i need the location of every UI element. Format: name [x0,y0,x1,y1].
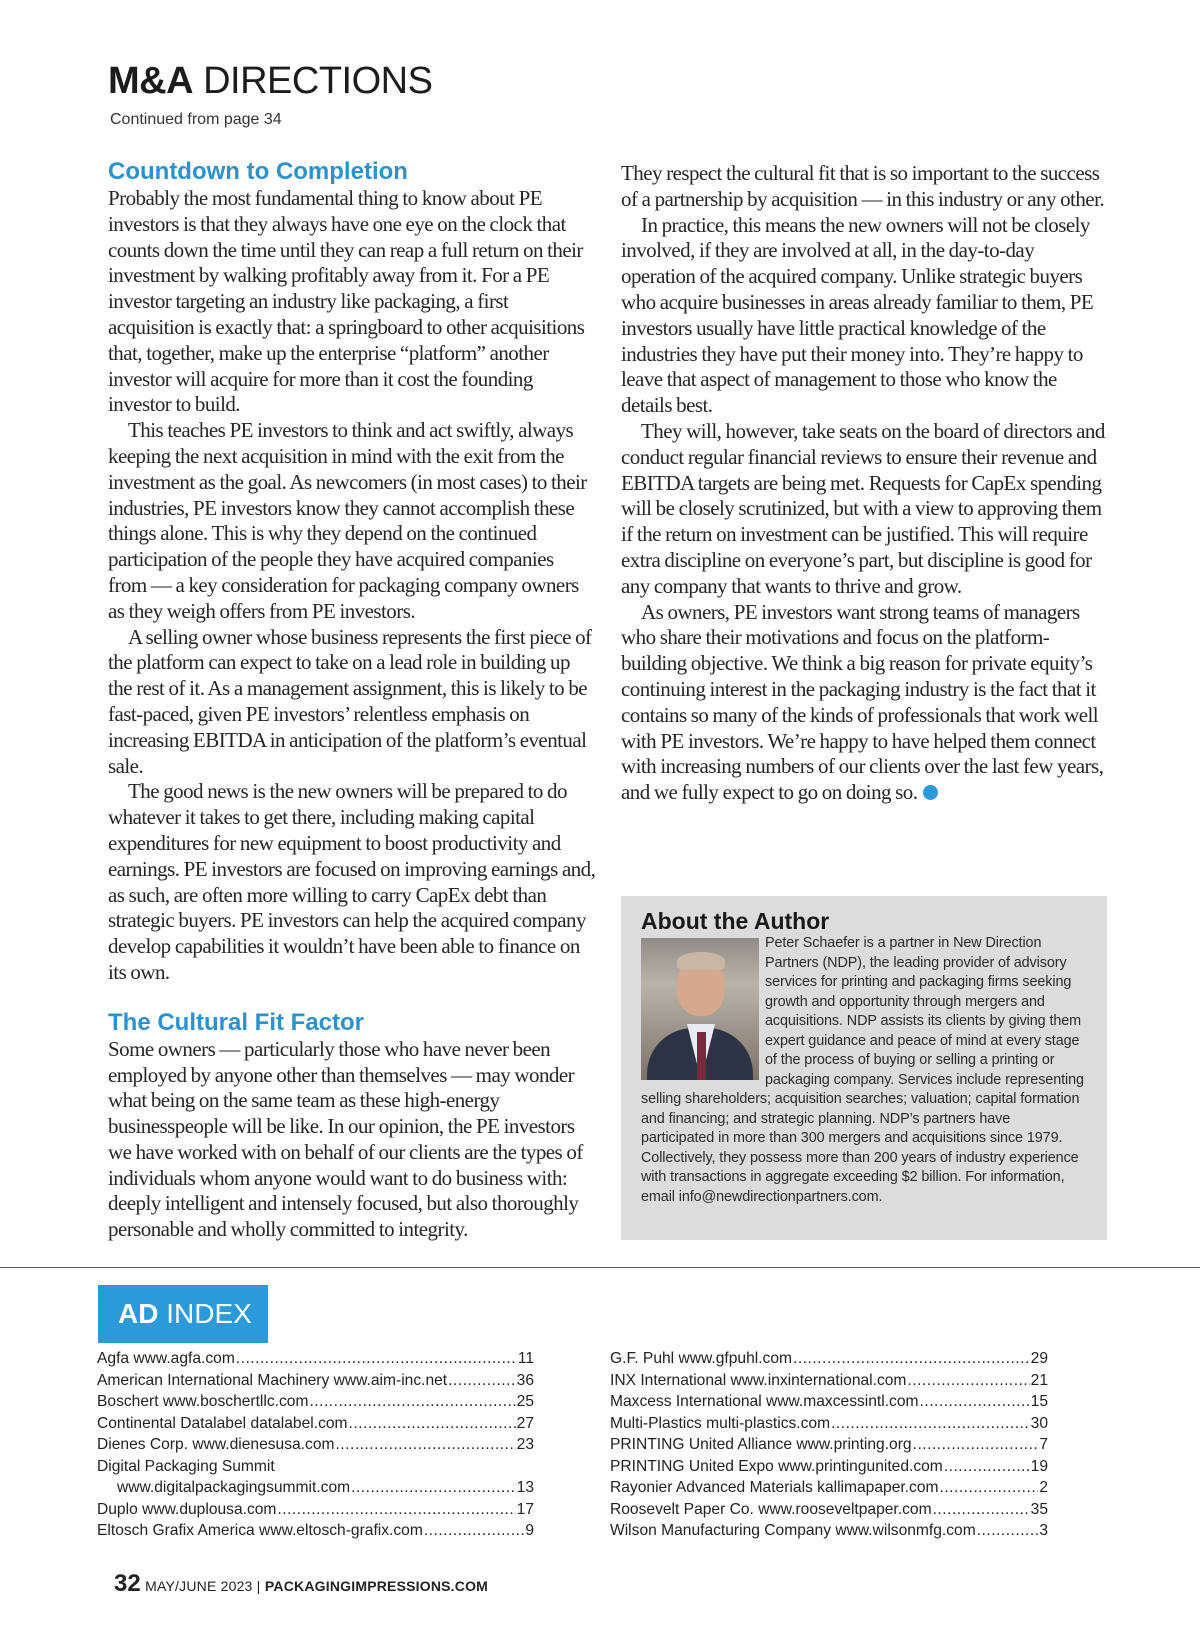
about-author-title: About the Author [641,908,830,934]
end-mark-dot-icon [923,785,938,800]
section-title [108,60,432,103]
paragraph: They will, however, take seats on the board of directors and conduct regular financial reviews to ensure their revenue and EBITDA targets are being met. Requests for CapEx spending will be closely scrutinized, but with a view to approving them if the return on investment can be justified. This will require extra discipline on everyone’s part, but discipline is good for any company that wants to thrive and grow. [621,418,1105,598]
ad-index-entry: Continental Datalabel datalabel.com ..... 27 [97,1413,534,1435]
ad-index-entry: Agfa www.agfa.com ..... 11 [97,1348,534,1370]
article-left-column [108,157,596,1243]
paragraph: A selling owner whose business represents the first piece of the platform can expect to take on a lead role in building up the rest of it. As a management assignment, this is likely to be fast-paced, given PE investors’ relentless emphasis on increasing EBITDA in anticipation of the platform’s eventual sale. [108,624,592,778]
article-right-column [621,161,1109,806]
ad-index-entry: Boschert www.boschertllc.com ..... 25 [97,1391,534,1413]
section-title-bold: M&A [108,60,194,102]
paragraph-text: As owners, PE investors want strong teams of managers who share their motivations and focus on the platform-building objective. We think a big reason for private equity’s continuing interest in the packaging industry is the fact that it contains so many of the kinds of professionals that work well with PE investors. We’re happy to have helped them connect with increasing numbers of our clients over the last few years, and we fully expect to go on doing so. [621,599,1104,805]
ad-index-title [98,1285,268,1343]
issue-date: MAY/JUNE 2023 | [145,1578,261,1594]
ad-index-title-bold: AD [118,1298,159,1329]
ad-index-entry: Roosevelt Paper Co. www.rooseveltpaper.com ..... 35 [610,1499,1048,1521]
page-number: 32 [114,1570,141,1597]
ad-index-title-light: INDEX [166,1298,252,1329]
ad-index-entry: Wilson Manufacturing Company www.wilsonmfg.com ..... 3 [610,1520,1048,1542]
section-divider [0,1267,1200,1268]
author-photo [641,938,759,1080]
website-link: PACKAGINGIMPRESSIONS.COM [264,1578,489,1594]
paragraph: This teaches PE investors to think and act swiftly, always keeping the next acquisition in mind with the exit from the investment as the goal. As newcomers (in most cases) to their industries, PE investors know they cannot accomplish these things alone. This is why they depend on the continued participation of the people they have acquired companies from — a key consideration for packaging company owners as they weigh offers from PE investors. [108,418,587,623]
paragraph: The good news is the new owners will be prepared to do whatever it takes to get there, including making capital expenditures for new equipment to boost productivity and earnings. PE investors are focused on improving earnings and, as such, are often more willing to carry CapEx debt than strategic buyers. PE investors can help the acquired company develop capabilities it wouldn’t have been able to finance on its own. [108,779,596,984]
ad-index-entry: Rayonier Advanced Materials kallimapaper.com ..... 2 [610,1477,1048,1499]
ad-index-right-list [610,1348,1048,1542]
ad-index-entry: Duplo www.duplousa.com ..... 17 [97,1499,534,1521]
ad-index-entry: American International Machinery www.aim-inc.net ..... 36 [97,1370,534,1392]
ad-index-entry: Maxcess International www.maxcessintl.com ..... 15 [610,1391,1048,1413]
section-title-light: DIRECTIONS [203,60,433,102]
page-footer [114,1570,488,1598]
paragraph: Probably the most fundamental thing to know about PE investors is that they always have one eye on the clock that counts down the time until they can reap a full return on their investment by walking profitably away from it. For a PE investor targeting an industry like packaging, a first acquisition is exactly that: a springboard to other acquisitions that, together, make up the enterprise “platform” another investor will acquire for more than it cost the founding investor to build. [108,186,585,417]
paragraph: They respect the cultural fit that is so important to the success of a partnership by acquisition — in this industry or any other. [621,161,1105,211]
author-bio: Peter Schaefer is a partner in New Direction Partners (NDP), the leading provider of advisory services for printing and packaging firms seeking growth and opportunity through mergers and acquisitions. NDP assists its clients by giving them expert guidance and peace of mind at every stage of the process of buying or selling a printing or packaging company. Services include representing selling shareholders; acquisition searches; valuation; capital formation and financing; and strategic planning. NDP’s partners have participated in more than 300 mergers and acquisitions since 1979. Collectively, they possess more than 200 years of industry experience with transactions in aggregate exceeding $2 billion. For information, email info@newdirectionpartners.com. [641,935,1084,1205]
ad-index-entry: Eltosch Grafix America www.eltosch-grafix.com ..... 9 [97,1520,534,1542]
heading-countdown: Countdown to Completion [108,158,408,185]
ad-index-entry: Multi-Plastics multi-plastics.com ..... 30 [610,1413,1048,1435]
ad-index-left-list [97,1348,534,1542]
paragraph: In practice, this means the new owners will not be closely involved, if they are involved at all, in the day-to-day operation of the acquired company. Unlike strategic buyers who acquire businesses in areas already familiar to them, PE investors usually have little practical knowledge of the industries they have put their money into. They’re happy to leave that aspect of management to those who know the details best. [621,212,1094,418]
ad-index-entry: PRINTING United Expo www.printingunited.com ..... 19 [610,1456,1048,1478]
ad-index-entry: INX International www.inxinternational.com ..... 21 [610,1370,1048,1392]
continued-note: Continued from page 34 [110,111,282,128]
ad-index-entry: Digital Packaging Summit [97,1457,275,1475]
ad-index-entry: G.F. Puhl www.gfpuhl.com ..... 29 [610,1348,1048,1370]
ad-index-entry: www.digitalpackagingsummit.com ..... 13 [97,1477,534,1499]
heading-cultural-fit: The Cultural Fit Factor [108,1008,365,1036]
paragraph: Some owners — particularly those who have never been employed by anyone other than themselves — may wonder what being on the same team as these high-energy businesspeople will be like. In our opinion, the PE investors we have worked with on behalf of our clients are the types of individuals whom anyone would want to do business with: deeply intelligent and intensely focused, but also thoroughly personable and wholly committed to integrity. [108,1036,583,1242]
paragraph-last [621,600,1109,806]
ad-index-entry: Dienes Corp. www.dienesusa.com ..... 23 [97,1434,534,1456]
ad-index-entry: PRINTING United Alliance www.printing.org ..... 7 [610,1434,1048,1456]
about-author-box [621,896,1107,1240]
